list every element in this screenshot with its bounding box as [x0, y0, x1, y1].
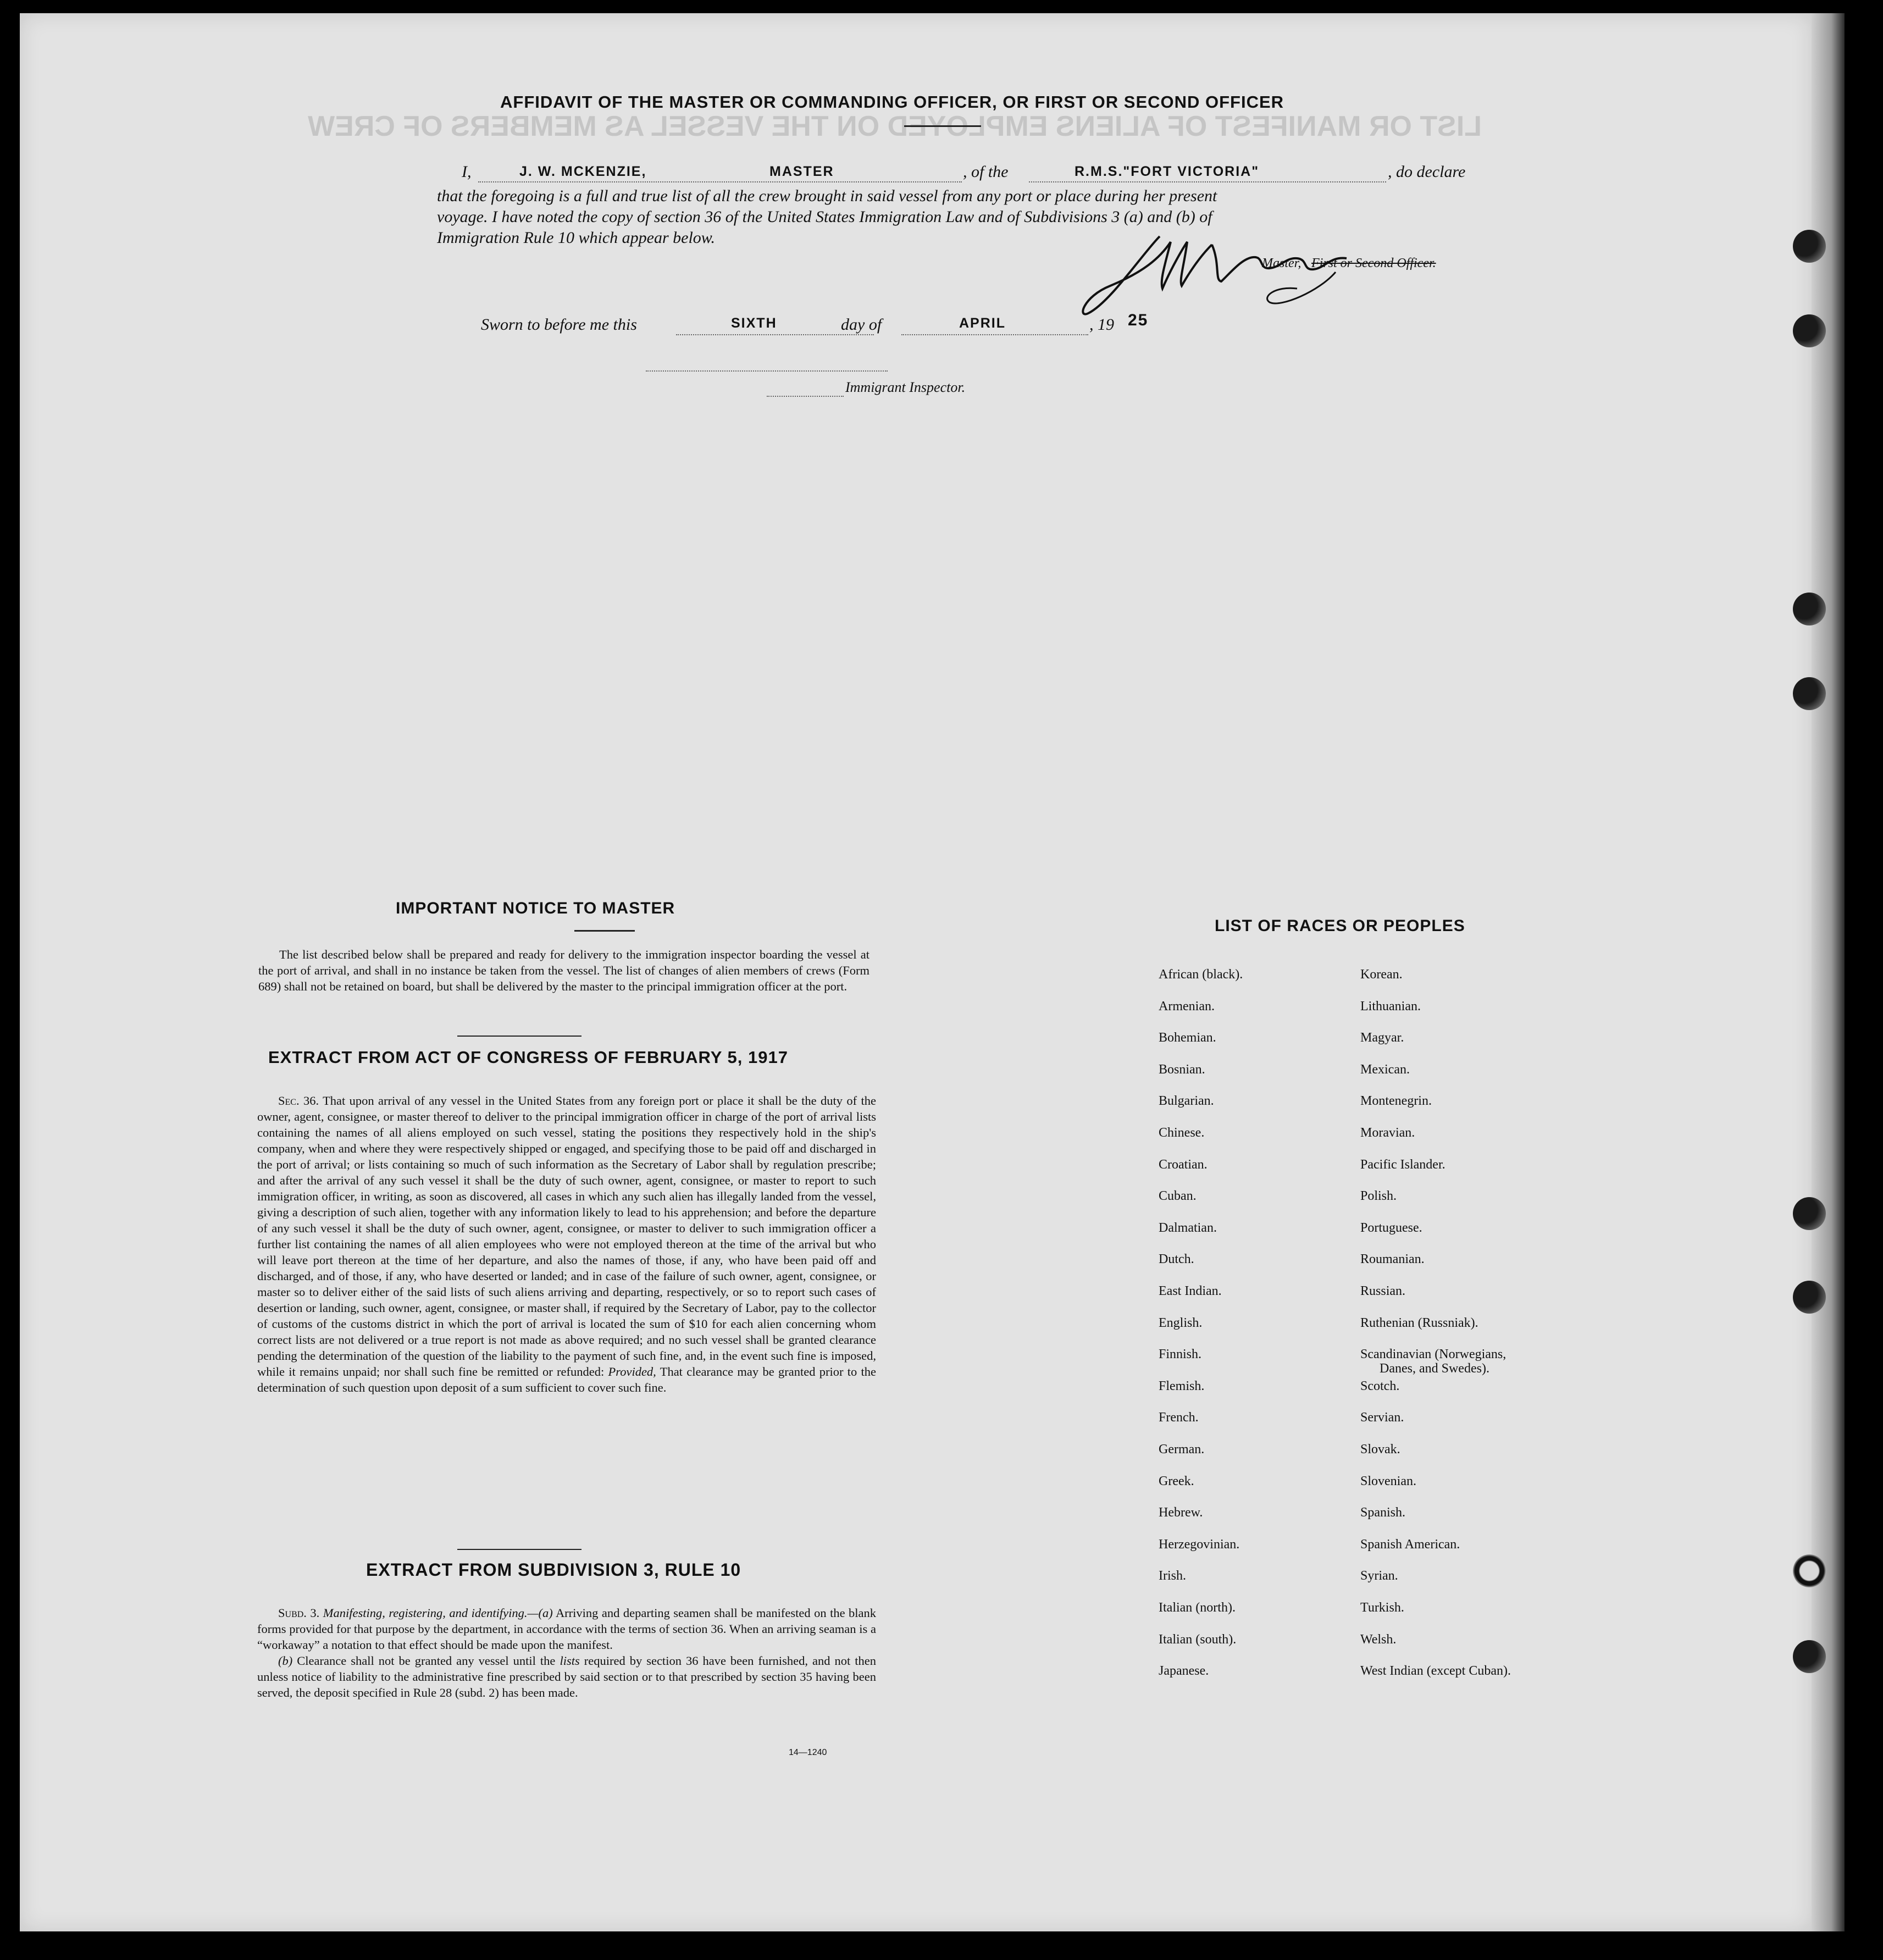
race-item: Korean.	[1360, 967, 1403, 982]
vessel-name: R.M.S."FORT VICTORIA"	[1075, 164, 1260, 179]
rule-extract-text	[257, 1605, 876, 1701]
affidavit-i: I,	[462, 163, 472, 181]
provided-label: Provided,	[608, 1365, 656, 1378]
affidavit-title-rule	[904, 125, 981, 127]
notice-text: The list described below shall be prepared and ready for delivery to the immigration inspector boarding the vessel at the port of arrival, and shall in no instance be taken from the vessel. The list of changes of alien members of crews (Form 689) shall not be retained on board, but shall be delivered by the master to the principal immigration officer at the port.	[258, 948, 869, 993]
part-b-label: (b)	[278, 1654, 293, 1668]
race-item: Pacific Islander.	[1360, 1157, 1446, 1172]
signature-caption-master: Master,	[1262, 256, 1302, 270]
race-item: Polish.	[1360, 1189, 1397, 1204]
binder-hole	[1793, 593, 1826, 625]
sec-label: Sec. 36.	[278, 1094, 319, 1108]
race-item: German.	[1159, 1442, 1205, 1457]
race-item: Dalmatian.	[1159, 1220, 1217, 1235]
sec-36-text-end: That clearance may be granted prior to the determination of such question upon deposit of a sum sufficient to cover such fine.	[257, 1365, 877, 1394]
race-item: Croatian.	[1159, 1157, 1208, 1172]
act-extract-title: EXTRACT FROM ACT OF CONGRESS OF FEBRUARY 5, 1917	[268, 1048, 788, 1067]
part-b-text-2: required by section 36 have been furnished, and not then unless notice of liability to the administrative fine prescribed by said section or to that prescribed by section 35 having been served, the deposit specified in Rule 28 (subd. 2) has been made.	[257, 1654, 877, 1699]
race-item: Italian (north).	[1159, 1601, 1236, 1615]
race-item: Spanish.	[1360, 1505, 1406, 1520]
race-item: Scandinavian (Norwegians,	[1360, 1347, 1507, 1362]
form-number: 14—1240	[789, 1748, 827, 1757]
race-item: Japanese.	[1159, 1664, 1209, 1679]
rule-extract-divider	[457, 1549, 581, 1550]
race-item: Mexican.	[1360, 1062, 1410, 1077]
part-b-lists: lists	[560, 1654, 580, 1668]
affidavit-title: AFFIDAVIT OF THE MASTER OR COMMANDING OFFICER, OR FIRST OR SECOND OFFICER	[500, 92, 1284, 112]
binder-hole	[1793, 314, 1826, 347]
rule-extract-title: EXTRACT FROM SUBDIVISION 3, RULE 10	[366, 1560, 741, 1580]
part-a-text: Arriving and departing seamen shall be manifested on the blank forms provided for that purpose by the department, in accordance with the terms of section 36. When an arriving seaman is a “workaway” a notation to that effect should be made upon the manifest.	[257, 1606, 877, 1652]
race-item: Irish.	[1159, 1569, 1186, 1583]
race-item: Armenian.	[1159, 999, 1215, 1014]
race-item: Turkish.	[1360, 1601, 1404, 1615]
race-item: Slovak.	[1360, 1442, 1400, 1457]
race-item: Cuban.	[1159, 1189, 1197, 1204]
race-item: African (black).	[1159, 967, 1243, 982]
affidavit-line-3: voyage. I have noted the copy of section 36 of the United States Immigration Law and of Subdivisions 3 (a) and (b) of	[437, 208, 1212, 226]
bleed-through-title: LIST OR MANIFEST OF ALIENS EMPLOYED ON THE VESSEL AS MEMBERS OF CREW	[308, 110, 1482, 142]
inspector-label: Immigrant Inspector.	[845, 379, 966, 395]
sworn-label: Sworn to before me this	[481, 315, 637, 334]
race-item: Flemish.	[1159, 1378, 1205, 1393]
race-item: Scotch.	[1360, 1378, 1400, 1393]
race-item: Bosnian.	[1159, 1062, 1205, 1077]
race-item: Russian.	[1360, 1284, 1406, 1298]
notice-title: IMPORTANT NOTICE TO MASTER	[396, 899, 675, 917]
act-extract-text	[257, 1093, 876, 1396]
binder-hole	[1793, 1640, 1826, 1673]
binder-hole	[1793, 1281, 1826, 1314]
race-item: Roumanian.	[1360, 1252, 1425, 1267]
part-b-text-1: Clearance shall not be granted any vessel until the	[297, 1654, 556, 1668]
race-item: Servian.	[1360, 1410, 1404, 1425]
subd-heading: Manifesting, registering, and identifying.	[323, 1606, 528, 1620]
race-item: French.	[1159, 1410, 1199, 1425]
binder-hole	[1793, 230, 1826, 263]
binder-hole	[1793, 1197, 1826, 1230]
sec-36-text: That upon arrival of any vessel in the United States from any foreign port or place it shall be the duty of the owner, agent, consignee, or master thereof to deliver to the principal immigration officer in charge of the port of arrival lists containing the names of all aliens employed on such vessel, stating the positions they respectively hold in the ship's company, when and where they were respectively shipped or engaged, and specifying those to be paid off and discharged in the port of arrival; or lists containing so much of such information as the Secretary of Labor shall by regulation prescribe; and after the arrival of any such vessel it shall be the duty of such owner, agent, consignee, or master to report to such immigration officer, in writing, as soon as discovered, all cases in which any such alien has illegally landed from the vessel, giving a description of such alien, together with any information likely to lead to his apprehension; and before the departure of any such vessel it shall be the duty of such owner, agent, consignee, or master to deliver to such immigration officer a further list containing the names of all alien employees who were not employed thereon at the time of the arrival but who will leave port thereon at the time of her departure, and also the names of those, if any, who have been paid off and discharged, and of those, if any, who have deserted or landed; and in case of the failure of such owner, agent, consignee, or master so to deliver either of the said lists of such aliens arriving and departing, respectively, or so to report such cases of desertion or landing, such owner, agent, consignee, or master shall, if required by the Secretary of Labor, pay to the collector of customs of the customs district in which the port of arrival is located the sum of $10 for each alien concerning whom correct lists are not delivered or a true report is not made as above required; and no such vessel shall be granted clearance pending the determination of the question of the liability to the payment of such fine, and, in the event such fine is imposed, while it remains unpaid; nor shall such fine be remitted or refunded:	[257, 1094, 876, 1378]
race-item: Moravian.	[1360, 1126, 1415, 1140]
subd-label: Subd. 3.	[278, 1606, 320, 1620]
do-declare-label: , do declare	[1388, 163, 1466, 181]
notice-divider	[457, 1036, 581, 1037]
race-item: Ruthenian (Russniak).	[1360, 1315, 1478, 1330]
race-item: Bulgarian.	[1159, 1094, 1214, 1109]
race-item: Bohemian.	[1159, 1031, 1216, 1045]
race-item: West Indian (except Cuban).	[1360, 1664, 1511, 1679]
notice-rule	[574, 930, 635, 932]
race-item: East Indian.	[1159, 1284, 1222, 1298]
affidavit-line-4: Immigration Rule 10 which appear below.	[437, 229, 716, 247]
race-item: Greek.	[1159, 1474, 1194, 1488]
race-item: Magyar.	[1360, 1031, 1404, 1045]
race-item: Finnish.	[1159, 1347, 1202, 1362]
year-suffix: 25	[1128, 311, 1149, 329]
master-name: J. W. MCKENZIE,	[519, 164, 647, 179]
year-prefix: , 19	[1089, 315, 1114, 334]
race-item: English.	[1159, 1315, 1203, 1330]
affidavit-line-2: that the foregoing is a full and true list of all the crew brought in said vessel from any port or place during her present	[437, 187, 1217, 205]
binder-hole	[1793, 1554, 1826, 1587]
sworn-month: APRIL	[959, 315, 1006, 331]
race-item: Slovenian.	[1360, 1474, 1416, 1488]
race-item: Portuguese.	[1360, 1220, 1422, 1235]
sworn-day: SIXTH	[731, 315, 777, 331]
race-item: Chinese.	[1159, 1126, 1205, 1140]
day-of-label: day of	[841, 315, 882, 334]
race-item: Lithuanian.	[1360, 999, 1421, 1014]
race-item: Italian (south).	[1159, 1632, 1237, 1647]
race-item: Syrian.	[1360, 1569, 1398, 1583]
race-item: Hebrew.	[1159, 1505, 1203, 1520]
binder-hole	[1793, 677, 1826, 710]
race-item: Dutch.	[1159, 1252, 1194, 1267]
signature-caption-struck: First or Second Officer.	[1311, 256, 1436, 270]
race-item: Montenegrin.	[1360, 1094, 1432, 1109]
race-item: Danes, and Swedes).	[1380, 1361, 1489, 1376]
race-item: Spanish American.	[1360, 1537, 1460, 1552]
part-a-label: —(a)	[527, 1606, 553, 1620]
race-item: Herzegovinian.	[1159, 1537, 1240, 1552]
master-rank: MASTER	[769, 164, 834, 179]
race-item: Welsh.	[1360, 1632, 1397, 1647]
races-title: LIST OF RACES OR PEOPLES	[1215, 917, 1465, 935]
of-the-label: , of the	[963, 163, 1009, 181]
